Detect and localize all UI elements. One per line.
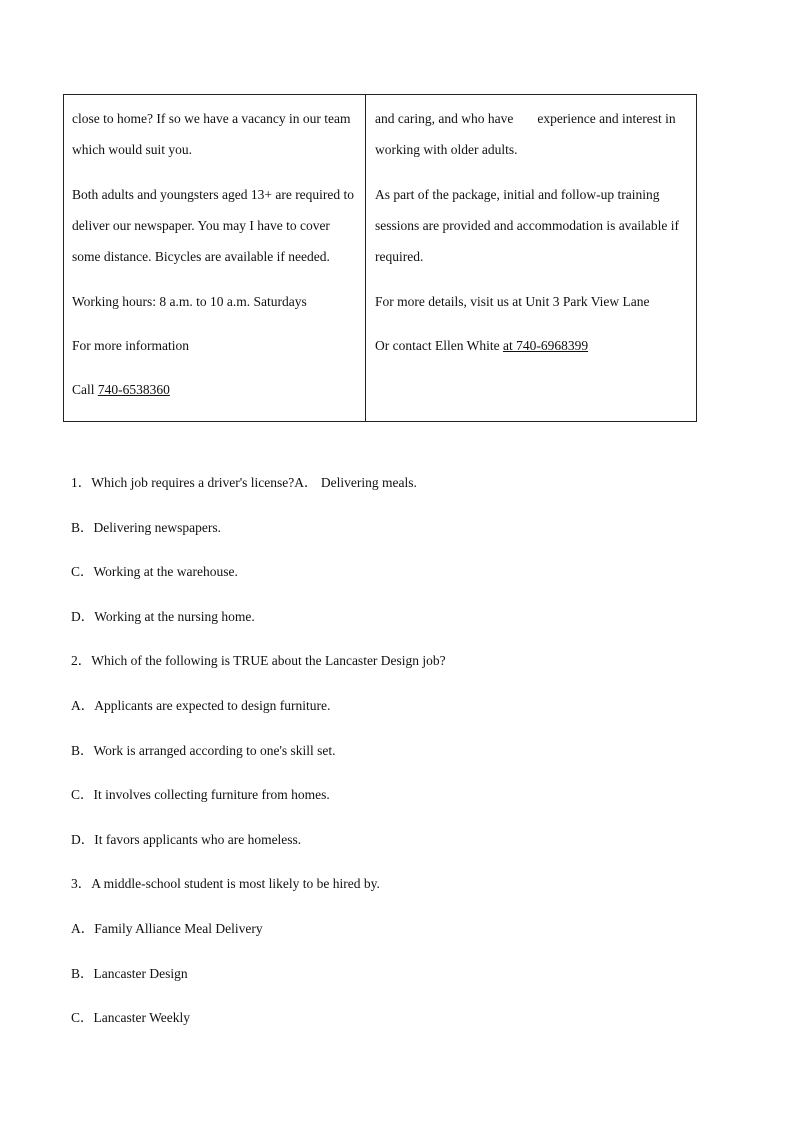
call-label: Call <box>72 382 98 397</box>
ad-requirement: Both adults and youngsters aged 13+ are required to deliver our newspaper. You may I have to cover some distance. Bicycles are available if needed. <box>72 187 355 264</box>
ad-call-line <box>72 374 357 405</box>
ad-more-info: For more information <box>72 338 189 353</box>
nursing-home-ad <box>366 95 696 421</box>
answer-option: B．Work is arranged according to one's skill set. <box>71 742 336 758</box>
answer-option: C．Lancaster Weekly <box>71 1010 190 1026</box>
ad-intro: close to home? If so we have a vacancy in our team which would suit you. <box>72 111 351 157</box>
answer-option: A．Applicants are expected to design furniture. <box>71 697 331 713</box>
answer-option: B．Lancaster Design <box>71 965 188 981</box>
phone-link[interactable]: 740-6538360 <box>97 382 170 397</box>
answer-option: C．Working at the warehouse. <box>71 564 238 580</box>
answer-option: D．Working at the nursing home. <box>71 608 255 624</box>
ad-details: For more details, visit us at Unit 3 Park View Lane <box>375 294 650 309</box>
question-list <box>71 472 751 1052</box>
answer-option: B．Delivering newspapers. <box>71 519 221 535</box>
ad-intro-part-2: experience and interest in working with older adults. <box>375 111 676 157</box>
contact-label: Or contact Ellen White <box>375 338 503 353</box>
answer-option: C．It involves collecting furniture from homes. <box>71 787 330 803</box>
ad-hours: Working hours: 8 a.m. to 10 a.m. Saturdays <box>72 294 307 309</box>
newspaper-delivery-ad <box>64 95 366 421</box>
question-line: 1．Which job requires a driver's license?A． Delivering meals. <box>71 475 417 490</box>
question-line: 2．Which of the following is TRUE about the Lancaster Design job? <box>71 653 446 669</box>
answer-option: D．It favors applicants who are homeless. <box>71 831 302 847</box>
answer-option: A．Family Alliance Meal Delivery <box>71 920 263 936</box>
ad-contact-line <box>375 330 688 361</box>
ad-package: As part of the package, initial and follow-up training sessions are provided and accommodation is available if required. <box>375 187 680 264</box>
job-ads-table <box>63 94 697 422</box>
ad-intro <box>375 103 688 165</box>
phone-link[interactable]: at 740-6968399 <box>502 338 589 353</box>
question-line: 3．A middle-school student is most likely to be hired by. <box>71 876 380 892</box>
ad-intro-part-1: and caring, and who have <box>375 111 514 126</box>
